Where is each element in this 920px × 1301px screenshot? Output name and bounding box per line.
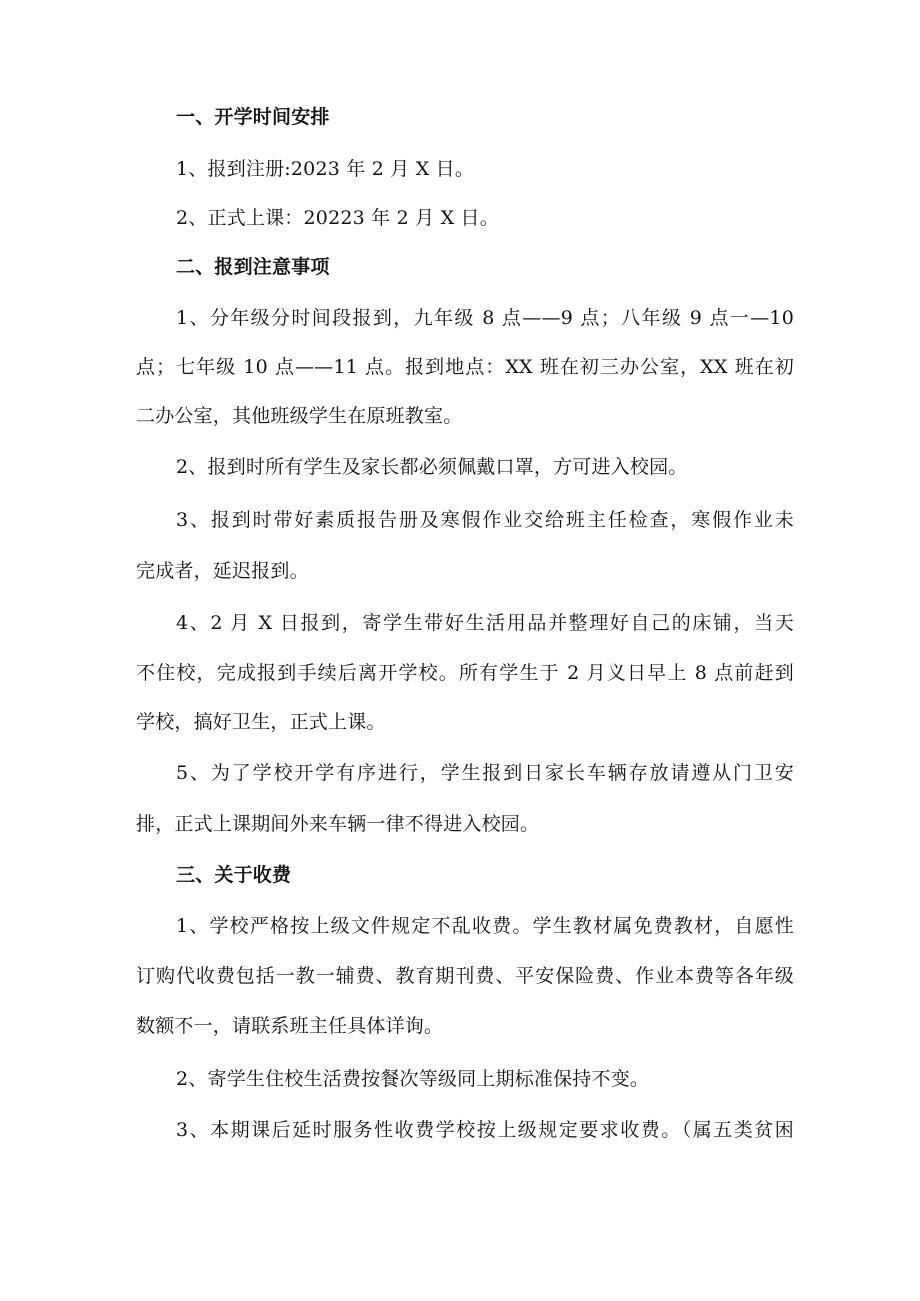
- paragraph-boarding-fee: 2、寄学生住校生活费按餐次等级同上期标准保持不变。: [176, 1068, 650, 1090]
- paragraph-line: 不住校，完成报到手续后离开学校。所有学生于 2 月义日早上 8 点前赶到: [136, 662, 794, 684]
- paragraph-line: 完成者，延迟报到。: [136, 560, 309, 582]
- paragraph-line: 3、报到时带好素质报告册及寒假作业交给班主任检查，寒假作业未: [176, 509, 794, 531]
- paragraph-line: 学校，搞好卫生，正式上课。: [136, 711, 386, 733]
- paragraph-line: 4、2 月 X 日报到，寄学生带好生活用品并整理好自己的床铺，当天: [176, 612, 794, 634]
- section-heading-registration-notes: 二、报到注意事项: [176, 256, 330, 278]
- paragraph-registration-date: 1、报到注册:2023 年 2 月 X 日。: [176, 158, 475, 180]
- paragraph-line: 1、分年级分时间段报到，九年级 8 点——9 点；八年级 9 点一—10: [176, 307, 794, 329]
- paragraph-line: 排，正式上课期间外来车辆一律不得进入校园。: [136, 813, 540, 835]
- paragraph-line: 数额不一，请联系班主任具体详询。: [136, 1015, 444, 1037]
- paragraph-line: 二办公室，其他班级学生在原班教室。: [136, 405, 463, 427]
- paragraph-line: 点；七年级 10 点——11 点。报到地点：XX 班在初三办公室，XX 班在初: [136, 356, 794, 378]
- section-heading-fees: 三、关于收费: [176, 864, 292, 886]
- section-heading-schedule: 一、开学时间安排: [176, 106, 330, 128]
- paragraph-line: 5、为了学校开学有序进行，学生报到日家长车辆存放请遵从门卫安: [176, 762, 794, 784]
- paragraph-class-start-date: 2、正式上课：20223 年 2 月 X 日。: [176, 207, 499, 229]
- paragraph-line: 订购代收费包括一教一辅费、教育期刊费、平安保险费、作业本费等各年级: [136, 965, 794, 987]
- paragraph-mask-requirement: 2、报到时所有学生及家长都必须佩戴口罩，方可进入校园。: [176, 456, 688, 478]
- paragraph-line: 3、本期课后延时服务性收费学校按上级规定要求收费。（属五类贫困: [176, 1119, 794, 1141]
- paragraph-line: 1、学校严格按上级文件规定不乱收费。学生教材属免费教材，自愿性: [176, 915, 794, 937]
